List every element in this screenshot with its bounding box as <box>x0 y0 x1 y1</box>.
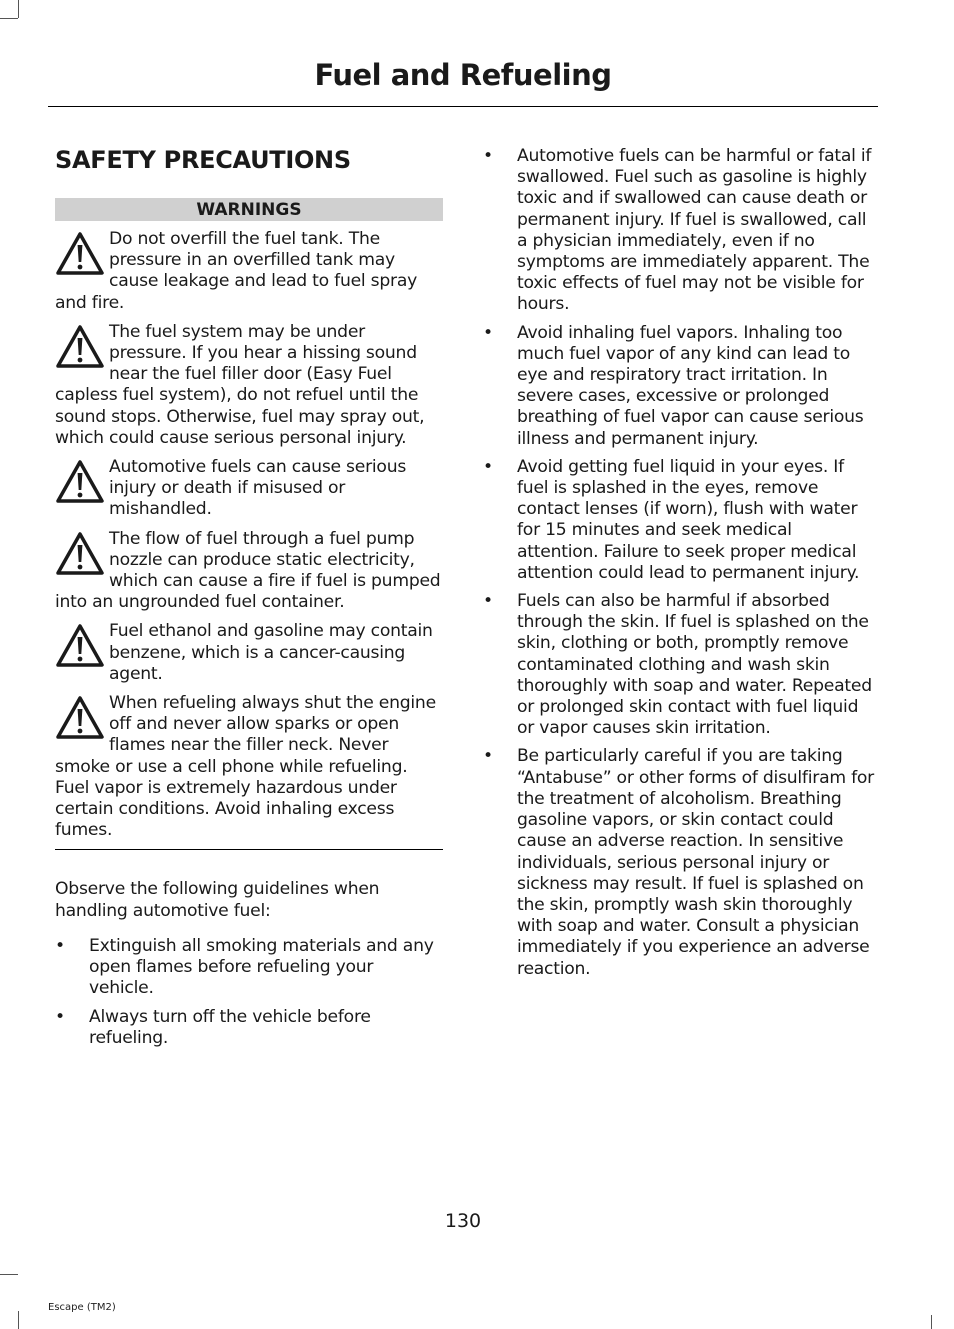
warning-item <box>55 229 443 314</box>
warning-item <box>55 529 443 614</box>
warning-text: Do not overfill the fuel tank. The pressure in an overfilled tank may cause leakage and lead to fuel spray and fire. <box>55 229 418 313</box>
warnings-end-rule <box>55 849 443 850</box>
warning-text: When refueling always shut the engine off and never allow sparks or open flames near the filler neck. Never smoke or use a cell phone while refueling. Fuel vapor is extremely hazardous under certain conditions. Avoid inhaling excess fumes. <box>55 693 436 841</box>
section-heading: SAFETY PRECAUTIONS <box>55 146 351 174</box>
page-number: 130 <box>444 1210 482 1232</box>
guidelines-intro: Observe the following guidelines when handling automotive fuel: <box>55 879 380 921</box>
warning-triangle-icon <box>55 531 105 577</box>
warning-text: The flow of fuel through a fuel pump nozzle can produce static electricity, which can cause a fire if fuel is pumped into an ungrounded fuel container. <box>55 528 441 613</box>
crop-mark <box>18 1311 19 1329</box>
list-item <box>483 146 875 316</box>
list-item-text: Always turn off the vehicle before refueling. <box>89 1006 371 1048</box>
bullet-icon: • <box>483 322 493 343</box>
warning-item <box>55 457 443 521</box>
crop-mark <box>0 18 18 19</box>
guidelines-list-left <box>55 936 443 1049</box>
footer-model-name: Escape (TM2) <box>48 1302 116 1313</box>
warning-triangle-icon <box>55 231 105 277</box>
list-item <box>483 746 875 979</box>
bullet-icon: • <box>483 146 493 166</box>
warning-text: The fuel system may be under pressure. If you hear a hissing sound near the fuel filler door (Easy Fuel capless fuel system), do not refuel until the sound stops. Otherwise, fuel may spray out, which could cause serious personal injury. <box>55 321 425 448</box>
crop-mark <box>0 1274 18 1275</box>
bullet-icon: • <box>483 746 493 767</box>
warning-item <box>55 322 443 449</box>
warning-item <box>55 693 443 841</box>
warning-triangle-icon <box>55 695 105 741</box>
warning-triangle-icon <box>55 324 105 370</box>
warning-text: Automotive fuels can cause serious injury or death if misused or mishandled. <box>109 457 407 520</box>
bullet-icon: • <box>55 935 65 956</box>
bullet-icon: • <box>483 456 493 477</box>
list-item-text: Avoid inhaling fuel vapors. Inhaling too much fuel vapor of any kind can lead to eye and respiratory tract irritation. In severe cases, excessive or prolonged breathing of fuel vapor can cause serious illness and permanent injury. <box>517 322 864 449</box>
guidelines-list-right <box>483 146 875 980</box>
crop-mark <box>18 0 19 18</box>
warnings-list <box>55 229 443 841</box>
bullet-icon: • <box>55 1006 65 1027</box>
page-title: Fuel and Refueling <box>314 58 612 92</box>
warning-text: Fuel ethanol and gasoline may contain benzene, which is a cancer-causing agent. <box>109 621 433 684</box>
list-item <box>483 457 875 584</box>
warnings-header: WARNINGS <box>55 198 443 221</box>
list-item-text: Be particularly careful if you are taking “Antabuse” or other forms of disulfiram for the treatment of alcoholism. Breathing gasoline vapors, or skin contact could cause an adverse reaction. In sensitive individuals, serious personal injury or sickness may result. If fuel is splashed on the skin, promptly wash skin thoroughly with soap and water. Consult a physician immediately if you experience an adverse reaction. <box>517 746 874 979</box>
list-item <box>55 1007 443 1049</box>
list-item-text: Extinguish all smoking materials and any open flames before refueling your vehicle. <box>89 935 434 999</box>
list-item-text: Fuels can also be harmful if absorbed through the skin. If fuel is splashed on the skin, clothing or both, promptly remove contaminated clothing and wash skin thoroughly with soap and water. Repeated or prolonged skin contact with fuel liquid or vapor causes skin irritation. <box>517 591 872 739</box>
crop-mark <box>931 1315 932 1329</box>
bullet-icon: • <box>483 591 493 612</box>
warning-triangle-icon <box>55 459 105 505</box>
left-column <box>55 146 443 1056</box>
warning-item <box>55 621 443 685</box>
list-item <box>483 323 875 450</box>
warning-triangle-icon <box>55 623 105 669</box>
list-item-text: Avoid getting fuel liquid in your eyes. If fuel is splashed in the eyes, remove contact lenses (if worn), flush with water for 15 minutes and seek medical attention. Failure to seek proper medical attention could lead to permanent injury. <box>517 456 860 583</box>
list-item-text: Automotive fuels can be harmful or fatal if swallowed. Fuel such as gasoline is highly toxic and if swallowed can cause death or permanent injury. If fuel is swallowed, call a physician immediately, even if no symptoms are immediately apparent. The toxic effects of fuel may not be visible for hours. <box>517 146 872 315</box>
list-item <box>55 936 443 1000</box>
right-column <box>483 146 875 987</box>
list-item <box>483 591 875 739</box>
title-divider <box>48 106 878 107</box>
